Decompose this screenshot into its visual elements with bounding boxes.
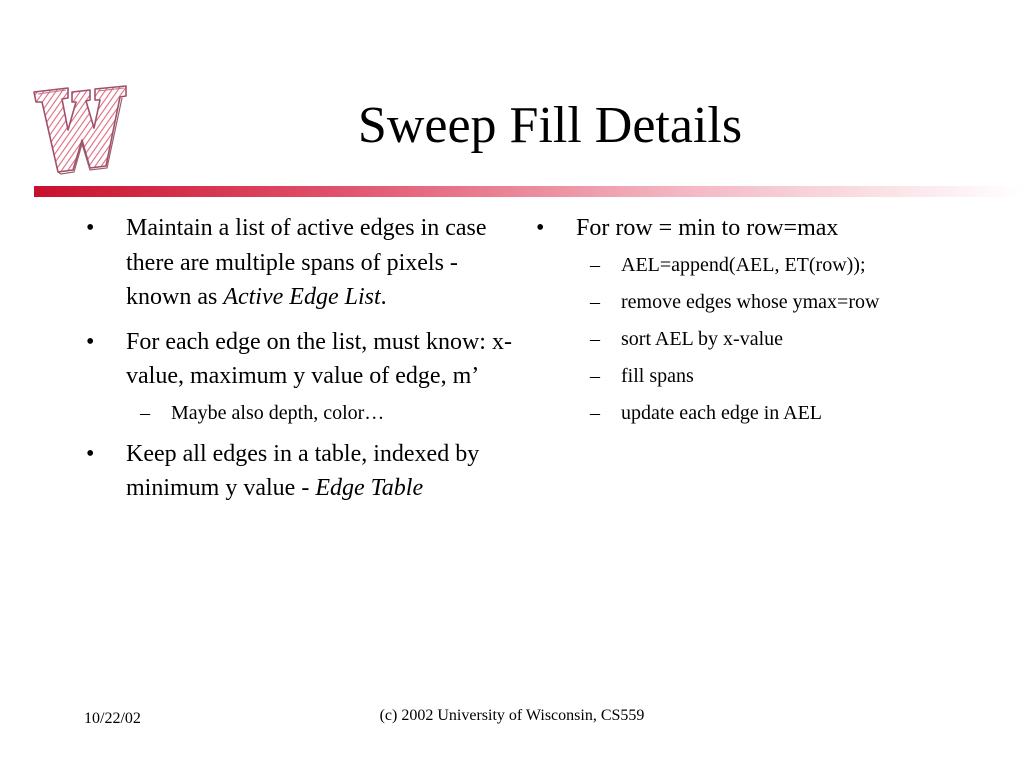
dash-icon: – [590,290,600,313]
right-column [536,211,1006,437]
dash-icon: – [590,364,600,387]
sub-bullet-text: fill spans [621,364,694,387]
bullet-icon: • [536,215,545,241]
bullet-text: Maintain a list of active edges in case there are multiple spans of pixels - known as [126,215,487,310]
sub-bullet-item-sort [576,326,1006,352]
footer-date: 10/22/02 [84,710,141,727]
bullet-item-active-edge-list [86,211,516,315]
sub-bullet-list [126,400,516,426]
sub-bullet-text: sort AEL by x-value [621,327,784,350]
bullet-item-edge-info [86,325,516,426]
wisconsin-w-logo-icon [28,78,132,178]
left-column [86,211,516,516]
sub-bullet-text: AEL=append(AEL, ET(row)); [621,253,866,276]
sub-bullet-text: remove edges whose ymax=row [621,290,880,313]
emphasis-text: Active Edge List [223,284,381,310]
emphasis-text: Edge Table [315,475,424,501]
sub-bullet-item-remove [576,289,1006,315]
dash-icon: – [590,253,600,276]
footer-copyright: (c) 2002 University of Wisconsin, CS559 [379,707,645,724]
slide-title: Sweep Fill Details [357,97,743,154]
bullet-item-edge-table [86,437,516,506]
left-bullet-list [86,211,516,506]
title-divider [34,186,1024,197]
bullet-text: Keep all edges in a table, indexed by minimum y value - [126,440,480,501]
sub-bullet-text: Maybe also depth, color… [171,401,385,424]
bullet-icon: • [86,328,95,355]
right-bullet-list [536,211,1006,426]
sub-bullet-list [576,252,1006,426]
sub-bullet-item-update [576,400,1006,426]
bullet-text-tail: . [380,284,387,310]
sub-bullet-item-append [576,252,1006,278]
bullet-text: For each edge on the list, must know: x-value, maximum y value of edge, m’ [126,328,512,389]
bullet-item-row-loop [536,211,1006,426]
dash-icon: – [590,327,600,350]
sub-bullet-item-fill [576,363,1006,389]
sub-bullet-item [126,400,516,426]
bullet-text: For row = min to row=max [576,215,839,241]
sub-bullet-text: update each edge in AEL [621,401,823,424]
bullet-icon: • [86,440,95,467]
bullet-icon: • [86,215,95,241]
dash-icon: – [590,401,600,424]
dash-icon: – [140,401,150,424]
